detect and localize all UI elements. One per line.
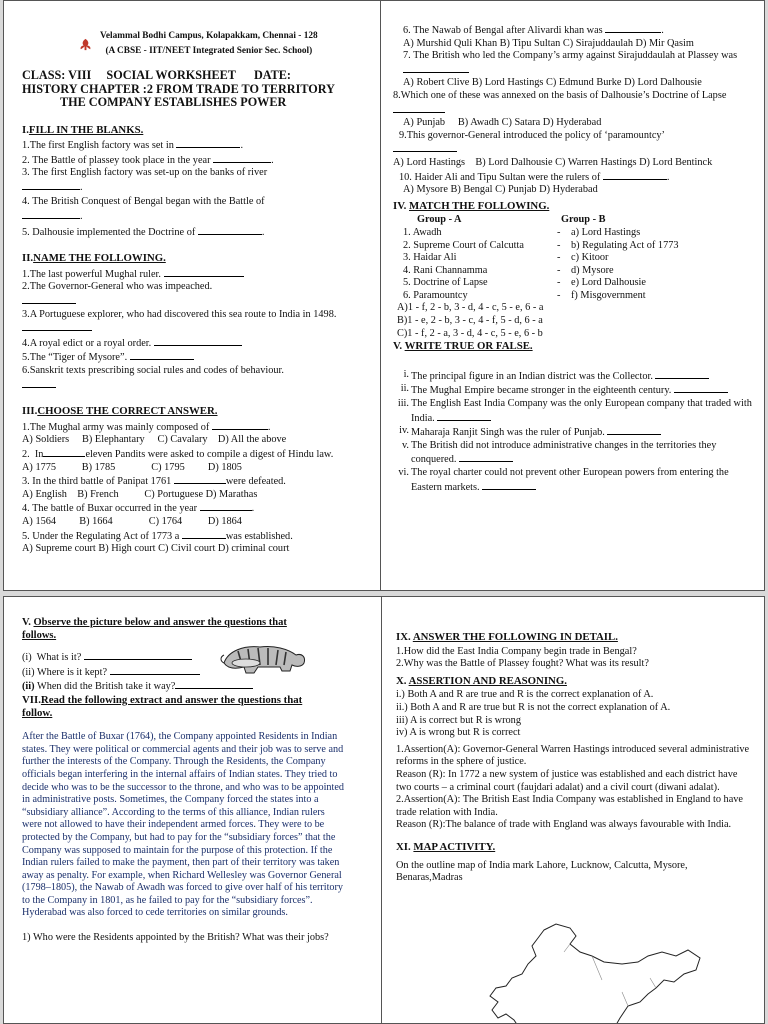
section-title: MAP ACTIVITY. — [413, 840, 496, 853]
answer-blank[interactable] — [212, 420, 268, 430]
section-number: II. — [22, 252, 34, 265]
page1-left-column — [4, 1, 381, 590]
question-text: was established. — [225, 530, 293, 542]
answer-blank[interactable] — [403, 63, 469, 73]
question-line: 2. The Battle of plassey took place in the year . — [22, 154, 274, 166]
india-outline-map[interactable] — [452, 922, 712, 1024]
match-row — [393, 227, 754, 240]
question-text: (ii) Where is it kept? — [22, 666, 108, 678]
worksheet-page-2 — [3, 596, 765, 1024]
answer-blank[interactable] — [164, 267, 244, 277]
question-text: When did the British take it way? — [34, 681, 176, 693]
worksheet-title — [22, 69, 370, 110]
school-header — [78, 29, 370, 59]
question-text: 6. The Nawab of Bengal after Alivardi khan was — [403, 25, 603, 36]
section-number: V. — [22, 617, 31, 628]
page2-left-column — [4, 597, 382, 1023]
section-number: III. — [22, 405, 38, 418]
section-number: I. — [22, 123, 29, 136]
school-name: Velammal Bodhi Campus, Kolapakkam, Chennai - 128 — [100, 31, 318, 41]
statement-text: The principal figure in an Indian district was the Collector. — [411, 369, 709, 384]
answer-blank[interactable] — [22, 378, 56, 388]
question-text: 1.The Mughal army was mainly composed of — [22, 421, 210, 433]
answer-blank[interactable] — [22, 180, 80, 190]
answer-blank[interactable] — [213, 153, 271, 163]
map-instructions: On the outline map of India mark Lahore, Lucknow, Calcutta, Mysore, Benaras,Madras — [396, 859, 688, 884]
question-text: 10. Haider Ali and Tipu Sultan were the rulers of — [399, 171, 601, 183]
answer-blank[interactable] — [393, 142, 457, 152]
chapter-line: HISTORY CHAPTER :2 FROM TRADE TO TERRITORY — [22, 81, 335, 96]
answer-blank[interactable] — [154, 336, 242, 346]
question-line — [22, 350, 370, 365]
section-number: V. — [393, 340, 403, 353]
item-number: iii. — [397, 398, 409, 410]
question-line: 1.How did the East India Company begin trade in Bengal? — [396, 645, 637, 657]
section-title: MATCH THE FOLLOWING. — [409, 199, 550, 212]
section-number: VII. — [22, 693, 41, 706]
section-number: XI. — [396, 840, 411, 853]
section-map-heading — [396, 841, 752, 854]
page2-right-column — [382, 597, 764, 1023]
question-text: 5. Dalhousie implemented the Doctrine of — [22, 226, 196, 238]
section-number: IX. — [396, 631, 411, 643]
true-false-item — [393, 398, 754, 425]
group-b-item: e) Lord Dalhousie — [571, 277, 646, 289]
question-line — [22, 196, 370, 209]
group-a-item: 5. Doctrine of Lapse — [403, 277, 488, 289]
tipu-tiger-image — [218, 637, 310, 677]
group-b-heading: Group - B — [561, 214, 606, 226]
extract-passage: After the Battle of Buxar (1764), the Company appointed Residents in Indian states. They were political or commercial agents and their job was to serve and further the interests of the Company. Through the Residents, the Company officials began interfering in the internal affairs of Indian states. They tried to decide who was to be the successor to the throne, and who was to be appointed in administrative posts. Sometimes, the Company forced the states into a “subsidiary alliance”. According to the terms of this alliance, Indian rulers were not allowed to have their independent armed forces. They were to be protected by the Company, but had to pay for the “subsidiary forces” that the Company was supposed to maintain for the purpose of this protection. If the Indian rulers failed to make the payment, then part of their territory was taken away as penalty. For example, when Richard Wellesley was Governor General (1798–1805), the Nawab of Awadh was forced to give over half of his territory to the Company in 1801, as he failed to pay for the “subsidiary forces”. Hyderabad was also forced to cede territories on similar grounds. — [22, 731, 344, 919]
answer-blank[interactable] — [482, 480, 536, 490]
section-match-heading — [393, 200, 754, 213]
question-line — [22, 679, 345, 694]
question-text: 3. In the third battle of Panipat 1761 — [22, 476, 172, 488]
question-text: 8.Which one of these was annexed on the basis of Dalhousie’s Doctrine of Lapse — [393, 89, 727, 101]
match-dash: - — [557, 226, 561, 238]
answer-blank[interactable] — [110, 665, 200, 675]
statement-text: The royal charter could not prevent other European powers from entering the Eastern markets. — [411, 467, 729, 493]
answer-options: A) Murshid Quli Khan B) Tipu Sultan C) Sirajuddaulah D) Mir Qasim — [403, 37, 694, 49]
group-a-item: 6. Paramountcy — [403, 289, 468, 301]
question-line — [393, 90, 754, 117]
match-answer-option: A)1 - f, 2 - b, 3 - d, 4 - c, 5 - e, 6 - a — [397, 302, 544, 314]
answer-blank[interactable] — [605, 23, 661, 33]
answer-blank[interactable] — [459, 452, 513, 462]
question-line — [22, 336, 370, 351]
question-line: 2.Why was the Battle of Plassey fought? What was its result? — [396, 658, 649, 670]
question-line — [22, 365, 370, 378]
assertion-option: i.) Both A and R are true and R is the correct explanation of A. — [396, 689, 654, 701]
match-row — [393, 265, 754, 278]
question-line — [22, 167, 370, 180]
answer-options: A) 1564 B) 1664 C) 1764 D) 1864 — [22, 515, 242, 527]
assertion-1: 1.Assertion(A): Governor-General Warren Hastings introduced several administrative reforms in the sphere of justice. — [396, 743, 750, 768]
section-number: IV. — [393, 199, 407, 212]
answer-blank[interactable] — [437, 411, 491, 421]
question-text: 5. Under the Regulating Act of 1773 a — [22, 530, 180, 542]
match-row — [393, 277, 754, 290]
true-false-list — [393, 369, 754, 494]
true-false-item — [393, 467, 754, 494]
group-b-item: d) Mysore — [571, 264, 614, 276]
question-line: . — [22, 209, 370, 224]
group-b-item: a) Lord Hastings — [571, 226, 641, 238]
question-text: 2.The Governor-General who was impeached. — [22, 281, 213, 293]
section-title: ASSERTION AND REASONING. — [408, 674, 567, 687]
reason-1: Reason (R): In 1772 a new system of justice was established and each district have two courts – a criminal court (faujdari adalat) and a civil court (diwani adalat). — [396, 768, 738, 793]
section-assertion-heading — [396, 675, 752, 688]
answer-blank[interactable] — [130, 350, 194, 360]
section-title: FILL IN THE BLANKS. — [28, 123, 144, 136]
answer-blank[interactable] — [176, 138, 240, 148]
question-text: 4. The British Conquest of Bengal began with the Battle of — [22, 196, 265, 208]
answer-blank[interactable] — [22, 294, 76, 304]
answer-options: A) Robert Clive B) Lord Hastings C) Edmund Burke D) Lord Dalhousie — [403, 77, 702, 89]
item-number: v. — [401, 439, 409, 451]
answer-options: A) Supreme court B) High court C) Civil court D) criminal court — [22, 543, 290, 555]
question-text: 4. The battle of Buxar occurred in the year — [22, 503, 198, 515]
answer-options: A) Mysore B) Bengal C) Punjab D) Hyderabad — [403, 184, 598, 196]
question-line: 6. The Nawab of Bengal after Alivardi khan was . — [403, 25, 664, 36]
question-text: 5.The “Tiger of Mysore”. — [22, 352, 128, 364]
question-line — [22, 309, 370, 336]
reason-2: Reason (R):The balance of trade with England was always favourable with India. — [396, 819, 732, 831]
answer-options: A) Soldiers B) Elephantary C) Cavalary D) All the above — [22, 434, 287, 446]
match-dash: - — [557, 289, 561, 301]
question-line: 10. Haider Ali and Tipu Sultan were the rulers of . — [399, 171, 670, 183]
question-line — [22, 267, 370, 282]
match-answer-option: B)1 - e, 2 - b, 3 - c, 4 - f, 5 - d, 6 - a — [397, 315, 543, 327]
answer-options: A) English B) French C) Portuguese D) Marathas — [22, 488, 258, 500]
match-dash: - — [557, 264, 561, 276]
question-line — [22, 378, 370, 393]
question-text: 2. In — [22, 448, 44, 460]
match-row — [393, 252, 754, 265]
question-text: 9.This governor-General introduced the policy of ‘paramountcy’ — [399, 129, 665, 141]
section-extract-heading — [22, 694, 332, 719]
group-a-item: 1. Awadh — [403, 226, 442, 238]
section-detail-heading — [396, 631, 752, 644]
answer-options: A) Punjab B) Awadh C) Satara D) Hyderabad — [403, 117, 602, 129]
statement-text: The Mughal Empire became stronger in the eighteenth century. — [411, 383, 728, 398]
match-table — [393, 227, 754, 303]
statement-text: The British did not introduce administrative changes in the territories they conquered. — [411, 439, 717, 466]
answer-blank[interactable] — [22, 209, 80, 219]
true-false-item — [393, 425, 754, 440]
worksheet-page-1 — [3, 0, 765, 591]
true-false-item — [393, 440, 754, 467]
section-title: WRITE TRUE OR FALSE. — [404, 340, 533, 353]
question-text: 7. The British who led the Company’s army against Sirajuddaulah at Plassey was — [403, 50, 738, 62]
page1-right-column — [381, 1, 764, 590]
answer-blank[interactable] — [84, 650, 192, 660]
question-line: 1) Who were the Residents appointed by the British? What was their jobs? — [22, 932, 329, 944]
answer-blank[interactable] — [655, 369, 709, 379]
answer-blank[interactable] — [674, 383, 728, 393]
group-a-item: 2. Supreme Court of Calcutta — [403, 239, 524, 251]
item-number: vi. — [398, 467, 409, 478]
question-number: (ii) — [22, 681, 35, 693]
match-dash: - — [557, 252, 561, 264]
item-number: iv. — [399, 425, 409, 437]
group-a-item: 4. Rani Channamma — [403, 264, 488, 276]
question-line — [22, 281, 370, 294]
true-false-item — [393, 369, 754, 384]
section-title: NAME THE FOLLOWING. — [33, 252, 166, 265]
section-title: Observe the picture below and answer the questions that follows. — [22, 617, 287, 641]
question-line — [393, 142, 754, 157]
question-line: 1.The first English factory was set in . — [22, 140, 244, 152]
item-number: ii. — [400, 383, 409, 395]
match-dash: - — [557, 277, 561, 289]
question-text: 2. The Battle of plassey took place in the year — [22, 154, 211, 166]
section-title: CHOOSE THE CORRECT ANSWER. — [37, 405, 218, 418]
chapter-subtitle: THE COMPANY ESTABLISHES POWER — [60, 95, 287, 109]
true-false-item — [393, 383, 754, 398]
match-answer-option: C)1 - f, 2 - a, 3 - d, 4 - c, 5 - e, 6 - b — [397, 327, 543, 339]
answer-blank[interactable] — [198, 225, 262, 235]
school-logo-icon — [78, 37, 93, 52]
section-fill-blanks-heading — [22, 124, 370, 137]
question-text: 4.A royal edict or a royal order. — [22, 337, 152, 349]
answer-blank[interactable] — [43, 447, 85, 457]
answer-blank[interactable] — [393, 103, 445, 113]
question-text: were defeated. — [225, 476, 286, 488]
question-line: 4. The battle of Buxar occurred in the year . — [22, 503, 255, 515]
match-table-header — [393, 214, 754, 227]
answer-blank[interactable] — [175, 679, 253, 689]
item-number: i. — [403, 368, 409, 380]
answer-blank[interactable] — [607, 425, 661, 435]
question-text: 3. The first English factory was set-up on the banks of river — [22, 167, 268, 179]
question-text: eleven Pandits were asked to compile a digest of Hindu law. — [85, 448, 334, 460]
section-choose-answer-heading — [22, 405, 370, 418]
question-line: 5. Dalhousie implemented the Doctrine of . — [22, 226, 265, 238]
group-a-heading: Group - A — [417, 214, 462, 226]
answer-blank[interactable] — [182, 529, 226, 539]
match-dash: - — [557, 239, 561, 251]
answer-options: A) 1775 B) 1785 C) 1795 D) 1805 — [22, 461, 242, 473]
answer-options: A) Lord Hastings B) Lord Dalhousie C) Warren Hastings D) Lord Bentinck — [393, 156, 713, 168]
question-line — [393, 50, 754, 77]
question-line — [22, 294, 370, 309]
section-number: X. — [396, 674, 407, 687]
class-line: CLASS: VIII SOCIAL WORKSHEET DATE: — [22, 68, 291, 82]
question-text: 1.The first English factory was set in — [22, 140, 174, 152]
section-name-following-heading — [22, 252, 370, 265]
assertion-option: iii) A is correct but R is wrong — [396, 714, 521, 726]
statement-text: The English East India Company was the only European company that traded with India. — [411, 398, 752, 424]
group-a-item: 3. Haidar Ali — [403, 252, 457, 264]
section-title: ANSWER THE FOLLOWING IN DETAIL. — [412, 631, 618, 643]
group-b-item: c) Kitoor — [571, 252, 609, 264]
question-text: (i) What is it? — [22, 652, 82, 664]
question-text: 3.A Portuguese explorer, who had discovered this sea route to India in 1498. — [22, 308, 337, 320]
section-true-false-heading — [393, 340, 754, 353]
match-row — [393, 290, 754, 303]
statement-text: Maharaja Ranjit Singh was the ruler of Punjab. — [411, 425, 661, 440]
match-row — [393, 240, 754, 253]
group-b-item: f) Misgovernment — [571, 289, 646, 301]
answer-blank[interactable] — [603, 170, 667, 180]
answer-blank[interactable] — [174, 474, 226, 484]
school-affiliation: (A CBSE - IIT/NEET Integrated Senior Sec. School) — [105, 46, 313, 56]
question-line — [22, 529, 370, 544]
assertion-option: ii.) Both A and R are true but R is not the correct explanation of A. — [396, 701, 671, 713]
assertion-2: 2.Assertion(A): The British East India Company was established in England to have trade relation with India. — [396, 794, 743, 818]
question-line — [22, 447, 370, 462]
answer-blank[interactable] — [22, 321, 92, 331]
section-title: Read the following extract and answer the questions that follow. — [22, 693, 303, 719]
question-line — [22, 474, 370, 489]
question-text: 1.The last powerful Mughal ruler. — [22, 268, 161, 280]
question-line: 1.The Mughal army was mainly composed of . — [22, 421, 271, 433]
question-line — [393, 130, 754, 143]
group-b-item: b) Regulating Act of 1773 — [571, 239, 679, 251]
question-text: 6.Sanskrit texts prescribing social rules and codes of behaviour. — [22, 365, 284, 376]
question-line: . — [22, 180, 370, 195]
assertion-option: iv) A is wrong but R is correct — [396, 727, 521, 739]
answer-blank[interactable] — [200, 501, 252, 511]
